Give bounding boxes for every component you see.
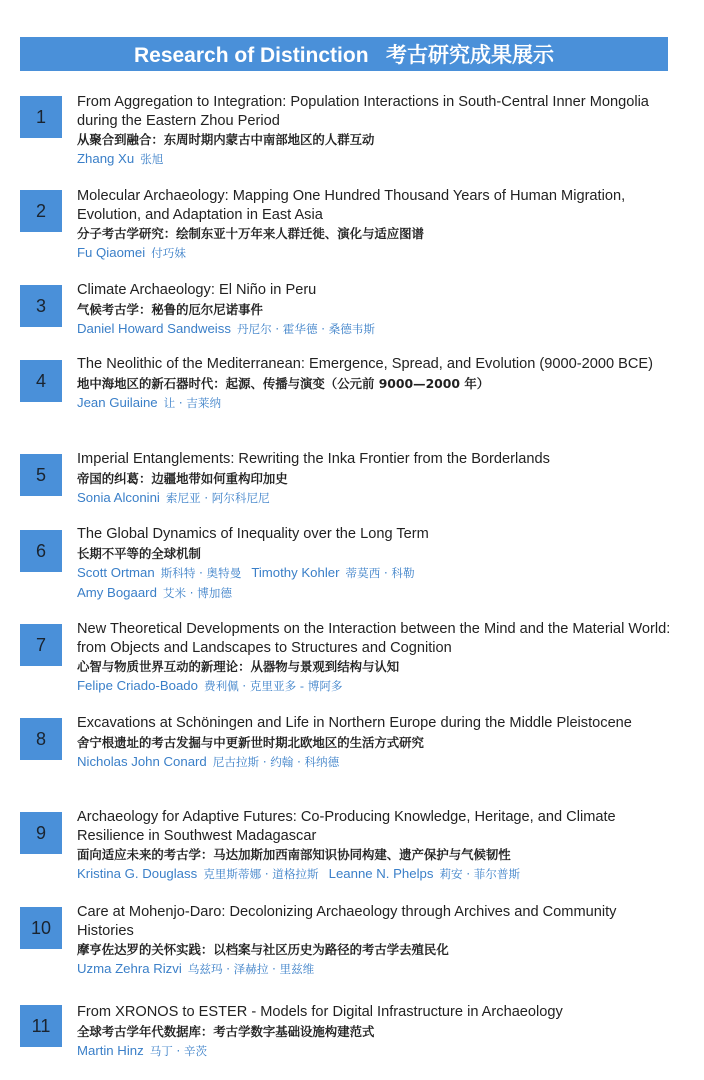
item-text: [77, 714, 677, 772]
item-authors: [77, 1041, 677, 1061]
item-title-zh: 地中海地区的新石器时代：起源、传播与演变（公元前 9000—2000 年）: [77, 375, 490, 391]
author-name-zh: 斯科特 · 奥特曼: [160, 565, 242, 580]
item-text: [77, 187, 677, 263]
item-title-zh: 从聚合到融合：东周时期内蒙古中南部地区的人群互动: [77, 132, 375, 147]
item-authors: [77, 676, 677, 696]
item-text: [77, 525, 677, 603]
item-number-badge: 9: [20, 812, 62, 854]
item-number-badge: 7: [20, 624, 62, 666]
item-text: [77, 808, 677, 884]
item-authors: [77, 563, 677, 583]
item-title-en: Climate Archaeology: El Niño in Peru: [77, 282, 317, 298]
item-title-en: The Global Dynamics of Inequality over the Long Term: [77, 526, 429, 542]
author-name-en: Kristina G. Douglass: [77, 866, 198, 881]
item-text: [77, 281, 677, 339]
item-number-badge: 2: [20, 190, 62, 232]
item-title-zh: 分子考古学研究：绘制东亚十万年来人群迁徙、演化与适应图谱: [77, 226, 424, 241]
author-name-en: Zhang Xu: [77, 151, 135, 166]
item-authors: [77, 959, 677, 979]
item-title-zh: 摩亨佐达罗的关怀实践：以档案与社区历史为路径的考古学去殖民化: [77, 942, 449, 957]
item-authors: [77, 752, 677, 772]
author-name-zh: 张旭: [140, 152, 164, 166]
author-name-zh: 索尼亚 · 阿尔科尼尼: [165, 490, 270, 505]
item-title-zh: 气候考古学：秘鲁的厄尔尼诺事件: [77, 301, 263, 317]
item-number-badge: 4: [20, 360, 62, 402]
item-title-zh: 心智与物质世界互动的新理论：从器物与景观到结构与认知: [77, 659, 400, 674]
author-name-en: Jean Guilaine: [77, 394, 158, 410]
author-name-zh: 马丁 · 辛茨: [149, 1043, 208, 1058]
author-name-zh: 让 · 吉莱纳: [163, 395, 222, 410]
author-name-zh: 克里斯蒂娜 · 道格拉斯: [203, 867, 319, 881]
item-number-badge: 10: [20, 907, 62, 949]
author-name-en: Martin Hinz: [77, 1042, 144, 1058]
author-name-zh: 费利佩 · 克里亚多 - 博阿多: [203, 679, 343, 693]
author-name-en: Uzma Zehra Rizvi: [77, 961, 182, 976]
item-text: [77, 450, 677, 508]
author-name-zh: 艾米 · 博加德: [162, 585, 232, 600]
item-title-en: Imperial Entanglements: Rewriting the Inka Frontier from the Borderlands: [77, 451, 550, 467]
author-name-zh: 蒂莫西 · 科勒: [345, 565, 415, 580]
author-name-en: Nicholas John Conard: [77, 753, 207, 769]
item-authors: [77, 149, 677, 169]
author-name-zh: 丹尼尔 · 霍华德 · 桑德韦斯: [236, 321, 375, 336]
item-title-zh: 长期不平等的全球机制: [77, 545, 201, 561]
item-authors: [77, 488, 677, 508]
author-name-en: Timothy Kohler: [251, 564, 340, 580]
item-number-badge: 6: [20, 530, 62, 572]
author-name-zh: 尼古拉斯 · 约翰 · 科纳德: [212, 754, 340, 769]
item-authors: [77, 864, 677, 884]
item-number-badge: 11: [20, 1005, 62, 1047]
item-title-en: Care at Mohenjo-Daro: Decolonizing Archaeology through Archives and Community Histories: [77, 904, 617, 939]
author-name-en: Felipe Criado-Boado: [77, 678, 198, 693]
item-text: [77, 355, 677, 413]
item-title-en: From Aggregation to Integration: Population Interactions in South-Central Inner Mongolia during the Eastern Zhou Period: [77, 94, 649, 129]
author-name-zh: 莉安 · 菲尔普斯: [439, 867, 521, 881]
item-title-en: From XRONOS to ESTER - Models for Digital Infrastructure in Archaeology: [77, 1004, 563, 1020]
author-name-en: Daniel Howard Sandweiss: [77, 320, 231, 336]
item-title-en: Molecular Archaeology: Mapping One Hundred Thousand Years of Human Migration, Evolution, and Adaptation in East Asia: [77, 188, 626, 223]
item-title-en: Archaeology for Adaptive Futures: Co-Producing Knowledge, Heritage, and Climate Resilience in Southwest Madagascar: [77, 809, 616, 844]
item-number-badge: 5: [20, 454, 62, 496]
item-text: [77, 1003, 677, 1061]
item-number-badge: 8: [20, 718, 62, 760]
item-number-badge: 3: [20, 285, 62, 327]
item-title-zh: 全球考古学年代数据库：考古学数字基础设施构建范式: [77, 1023, 375, 1039]
author-name-en: Fu Qiaomei: [77, 245, 146, 260]
item-title-zh: 帝国的纠葛：边疆地带如何重构印加史: [77, 470, 288, 486]
author-name-en: Amy Bogaard: [77, 584, 157, 600]
item-authors: [77, 583, 677, 603]
item-title-zh: 舍宁根遗址的考古发掘与中更新世时期北欧地区的生活方式研究: [77, 734, 424, 750]
author-name-zh: 乌兹玛 · 泽赫拉 · 里兹维: [187, 962, 315, 976]
author-name-en: Leanne N. Phelps: [328, 866, 434, 881]
item-number-badge: 1: [20, 96, 62, 138]
author-name-en: Scott Ortman: [77, 564, 155, 580]
item-title-en: Excavations at Schöningen and Life in Northern Europe during the Middle Pleistocene: [77, 715, 632, 731]
page-title: Research of Distinction 考古研究成果展示: [20, 37, 668, 71]
item-authors: [77, 243, 677, 263]
item-title-zh: 面向适应未来的考古学：马达加斯加西南部知识协同构建、遗产保护与气候韧性: [77, 847, 511, 862]
item-text: [77, 903, 677, 979]
author-name-zh: 付巧妹: [151, 246, 186, 260]
item-title-en: The Neolithic of the Mediterranean: Emergence, Spread, and Evolution (9000-2000 BCE): [77, 356, 653, 372]
author-name-en: Sonia Alconini: [77, 489, 160, 505]
item-text: [77, 93, 677, 169]
item-text: [77, 620, 677, 696]
item-authors: [77, 319, 677, 339]
item-authors: [77, 393, 677, 413]
item-title-en: New Theoretical Developments on the Interaction between the Mind and the Material World: from Objects and Landscapes to Structures and Cognition: [77, 621, 671, 656]
